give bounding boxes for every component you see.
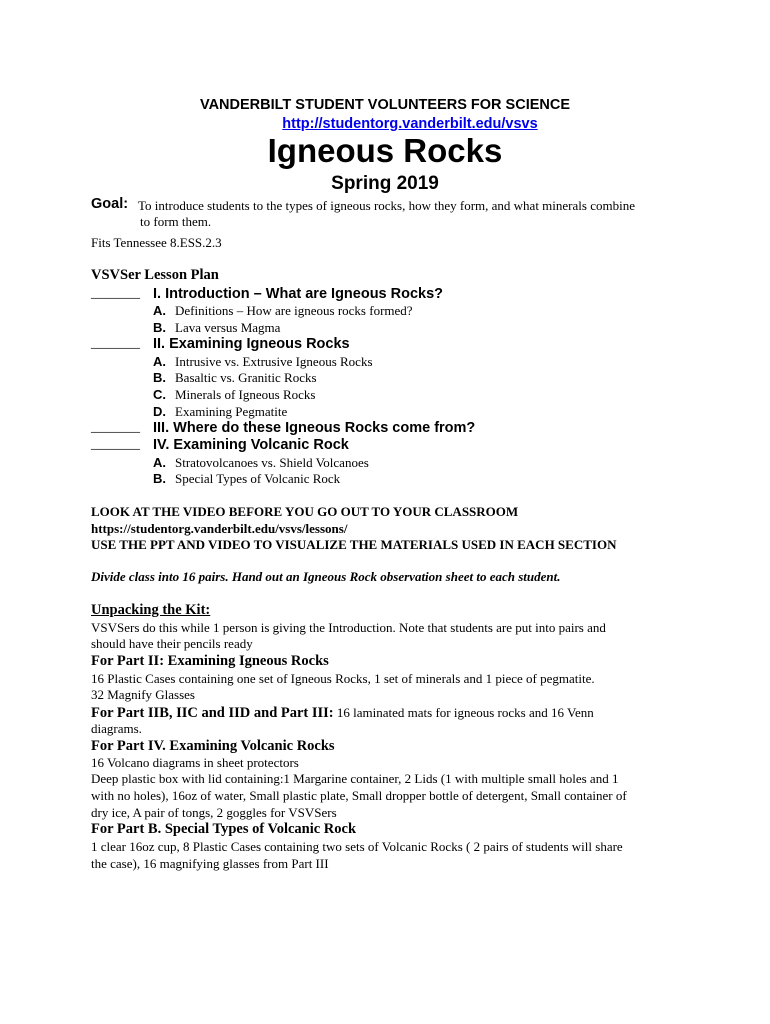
goal-text-line1: To introduce students to the types of igneous rocks, how they form, and what minerals combine bbox=[138, 198, 635, 213]
part2b-text: 16 laminated mats for igneous rocks and 16 Venn bbox=[333, 705, 594, 720]
item-letter: A. bbox=[153, 303, 166, 318]
partb-line2: the case), 16 magnifying glasses from Part III bbox=[91, 856, 329, 871]
term-label: Spring 2019 bbox=[331, 173, 439, 194]
lesson-plan-heading: VSVSer Lesson Plan bbox=[91, 267, 219, 283]
section-title: III. Where do these Igneous Rocks come from? bbox=[153, 420, 476, 436]
part4-line3: with no holes), 16oz of water, Small plastic plate, Small dropper bottle of detergent, Small container of bbox=[91, 788, 627, 803]
section-title: IV. Examining Volcanic Rock bbox=[153, 437, 349, 453]
kit-intro-line1: VSVSers do this while 1 person is giving the Introduction. Note that students are put into pairs and bbox=[91, 620, 606, 635]
lessons-url[interactable]: https://studentorg.vanderbilt.edu/vsvs/lessons/ bbox=[91, 521, 348, 536]
website-link[interactable]: http://studentorg.vanderbilt.edu/vsvs bbox=[282, 116, 538, 132]
item-text: Definitions – How are igneous rocks formed? bbox=[175, 303, 413, 318]
part2-line1: 16 Plastic Cases containing one set of Igneous Rocks, 1 set of minerals and 1 piece of pegmatite. bbox=[91, 671, 595, 686]
goal-text-line2: to form them. bbox=[140, 214, 212, 229]
list-item bbox=[153, 404, 287, 420]
item-text: Special Types of Volcanic Rock bbox=[175, 471, 341, 486]
checkbox-blank: _______ bbox=[91, 286, 140, 301]
item-letter: C. bbox=[153, 387, 166, 402]
item-text: Intrusive vs. Extrusive Igneous Rocks bbox=[175, 354, 373, 369]
item-letter: A. bbox=[153, 354, 166, 369]
ppt-notice: USE THE PPT AND VIDEO TO VISUALIZE THE MATERIALS USED IN EACH SECTION bbox=[91, 537, 617, 552]
checkbox-blank: _______ bbox=[91, 420, 140, 435]
document-title: Igneous Rocks bbox=[267, 132, 503, 169]
list-item bbox=[153, 303, 413, 319]
part2b-continued: diagrams. bbox=[91, 721, 142, 736]
item-letter: A. bbox=[153, 455, 166, 470]
item-letter: B. bbox=[153, 370, 166, 385]
part2-heading: For Part II: Examining Igneous Rocks bbox=[91, 653, 329, 669]
section-title: I. Introduction – What are Igneous Rocks? bbox=[153, 286, 444, 302]
item-text: Lava versus Magma bbox=[175, 320, 281, 335]
checkbox-blank: _______ bbox=[91, 437, 140, 452]
list-item bbox=[153, 387, 315, 403]
part4-line4: dry ice, A pair of tongs, 2 goggles for VSVSers bbox=[91, 805, 337, 820]
item-text: Examining Pegmatite bbox=[175, 404, 288, 419]
part4-line2: Deep plastic box with lid containing:1 Margarine container, 2 Lids (1 with multiple small holes and 1 bbox=[91, 771, 619, 786]
list-item bbox=[153, 354, 373, 370]
part4-heading: For Part IV. Examining Volcanic Rocks bbox=[91, 738, 335, 754]
checkbox-blank: _______ bbox=[91, 336, 140, 351]
item-text: Basaltic vs. Granitic Rocks bbox=[175, 370, 317, 385]
list-item bbox=[153, 455, 369, 471]
part4-line1: 16 Volcano diagrams in sheet protectors bbox=[91, 755, 299, 770]
standard-text: Fits Tennessee 8.ESS.2.3 bbox=[91, 235, 222, 250]
list-item bbox=[153, 370, 317, 386]
section-title: II. Examining Igneous Rocks bbox=[153, 336, 350, 352]
video-notice: LOOK AT THE VIDEO BEFORE YOU GO OUT TO YOUR CLASSROOM bbox=[91, 504, 519, 519]
list-item bbox=[153, 320, 280, 336]
item-text: Minerals of Igneous Rocks bbox=[175, 387, 316, 402]
item-text: Stratovolcanoes vs. Shield Volcanoes bbox=[175, 455, 369, 470]
part2-line2: 32 Magnify Glasses bbox=[91, 687, 195, 702]
part2b-heading: For Part IIB, IIC and IID and Part III: bbox=[91, 705, 334, 721]
kit-heading: Unpacking the Kit: bbox=[91, 602, 211, 618]
class-instruction: Divide class into 16 pairs. Hand out an Igneous Rock observation sheet to each student. bbox=[91, 569, 561, 584]
item-letter: B. bbox=[153, 320, 166, 335]
org-name: VANDERBILT STUDENT VOLUNTEERS FOR SCIENCE bbox=[199, 97, 571, 113]
item-letter: D. bbox=[153, 404, 166, 419]
part2b-line bbox=[91, 704, 594, 722]
kit-intro-line2: should have their pencils ready bbox=[91, 636, 253, 651]
list-item bbox=[153, 471, 340, 487]
goal-label: Goal: bbox=[91, 196, 129, 212]
partb-heading: For Part B. Special Types of Volcanic Rock bbox=[91, 821, 357, 837]
partb-line1: 1 clear 16oz cup, 8 Plastic Cases containing two sets of Volcanic Rocks ( 2 pairs of students will share bbox=[91, 839, 623, 854]
item-letter: B. bbox=[153, 471, 166, 486]
